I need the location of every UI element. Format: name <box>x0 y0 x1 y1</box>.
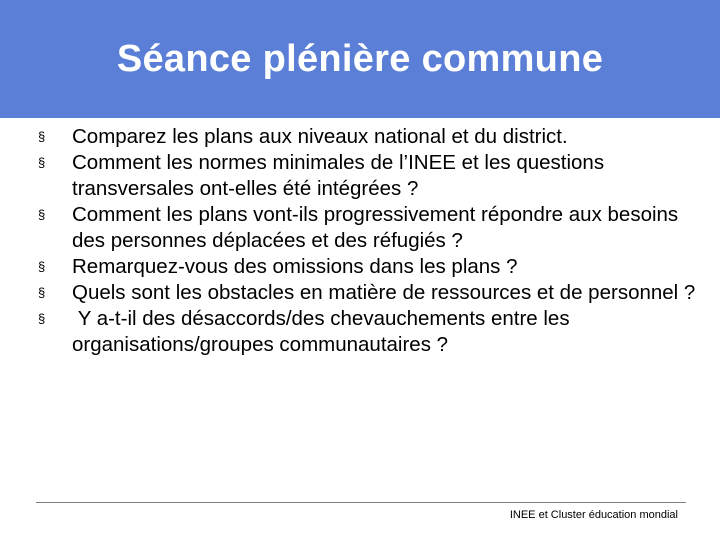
bullet-marker-icon: § <box>38 259 46 274</box>
bullet-item <box>38 202 698 254</box>
bullet-text: Comment les normes minimales de l’INEE et les questions transversales ont-elles été intégrées ? <box>72 151 605 200</box>
bullet-item <box>38 124 698 150</box>
bullet-marker-icon: § <box>38 129 46 144</box>
bullet-item <box>38 306 698 358</box>
title-bar <box>0 0 720 118</box>
footer-divider <box>36 502 686 503</box>
bullet-marker-icon: § <box>38 207 46 222</box>
bullet-marker-icon: § <box>38 285 46 300</box>
bullet-text: Comment les plans vont-ils progressivement répondre aux besoins des personnes déplacées et des réfugiés ? <box>72 203 679 252</box>
bullet-list <box>38 124 698 358</box>
bullet-text: Quels sont les obstacles en matière de ressources et de personnel ? <box>72 281 696 304</box>
bullet-text: Remarquez-vous des omissions dans les plans ? <box>72 255 518 278</box>
bullet-marker-icon: § <box>38 311 46 326</box>
bullet-item <box>38 150 698 202</box>
bullet-marker-icon: § <box>38 155 46 170</box>
bullet-item <box>38 254 698 280</box>
slide-title: Séance plénière commune <box>116 38 604 80</box>
bullet-text: Comparez les plans aux niveaux national et du district. <box>72 125 568 148</box>
bullet-item <box>38 280 698 306</box>
footer-text: INEE et Cluster éducation mondial <box>509 509 678 521</box>
bullet-text: Y a-t-il des désaccords/des chevauchements entre les organisations/groupes communautaires ? <box>72 307 576 356</box>
